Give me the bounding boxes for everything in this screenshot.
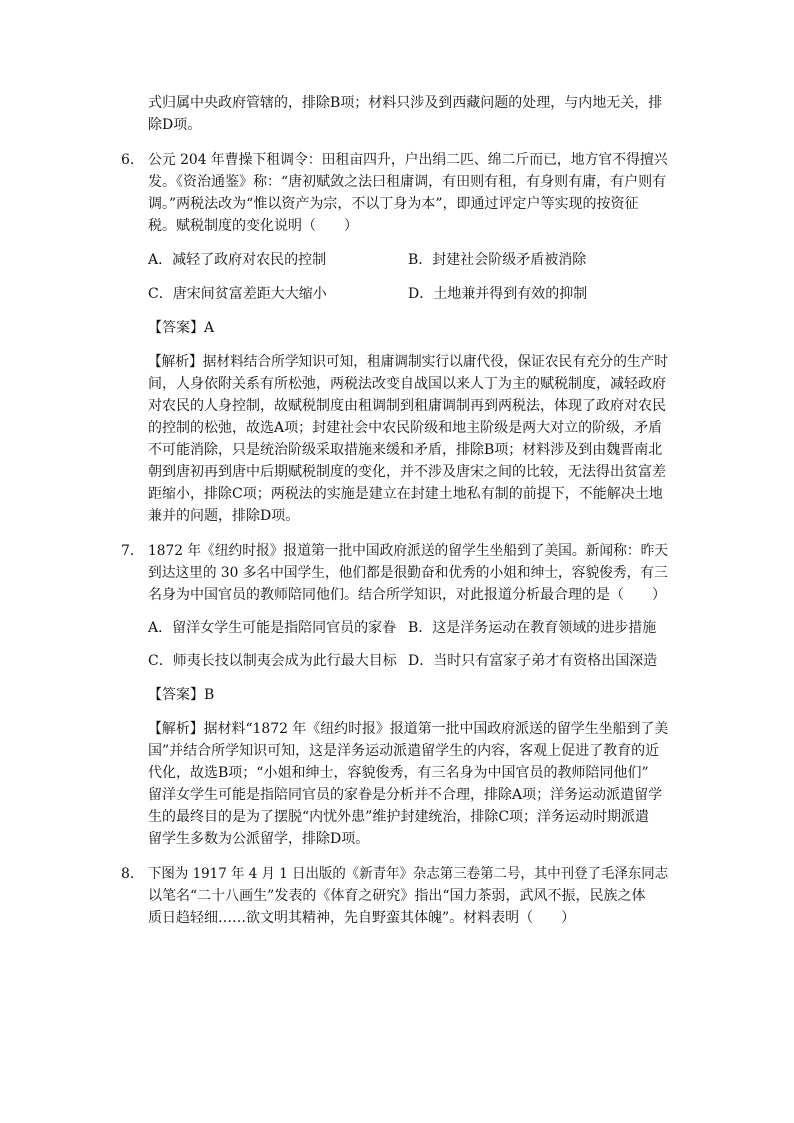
question-stem-line: 1872 年《纽约时报》报道第一批中国政府派送的留学生坐船到了美国。新闻称：昨天 [148, 543, 669, 559]
analysis-line: 生的最终目的是为了摆脱“内忧外患”维护封建统治，排除C项；洋务运动时期派遣 [148, 809, 650, 825]
analysis-line: 兼并的问题，排除D项。 [148, 508, 300, 524]
option-c: C．唐宋间贫富差距大大缩小 [148, 286, 327, 302]
analysis-line: 【解析】据材料结合所学知识可知，租庸调制实行以庸代役，保证农民有充分的生产时 [148, 354, 668, 370]
question-number: 8． [121, 866, 144, 882]
answer-label: 【答案】A [148, 320, 215, 336]
analysis-line: 代化，故选B项；“小姐和绅士，容貌俊秀，有三名身为中国官员的教师陪同他们” [148, 765, 649, 781]
answer-label: 【答案】B [148, 687, 215, 703]
question-stem-line: 发。《资治通鉴》称：“唐初赋敛之法曰租庸调，有田则有租，有身则有庸，有户则有 [148, 174, 667, 190]
analysis-line: 距缩小，排除C项；两税法的实施是建立在封建土地私有制的前提下，不能解决土地 [148, 486, 663, 502]
analysis-line: 【解析】据材料“1872 年《纽约时报》报道第一批中国政府派送的留学生坐船到了美 [148, 721, 669, 737]
question-stem-line: 公元 204 年曹操下租调令：田租亩四升，户出绢二匹、绵二斤而已，地方官不得擅兴 [148, 152, 668, 168]
question-stem-line: 调。”两税法改为“惟以资产为宗，不以丁身为本”，即通过评定户等实现的按资征 [148, 196, 639, 212]
question-stem-line: 到达这里的 30 多名中国学生，他们都是很勤奋和优秀的小姐和绅士，容貌俊秀，有三 [148, 565, 668, 581]
analysis-line: 留学生多数为公派留学，排除D项。 [148, 831, 370, 847]
intro-line: 除D项。 [148, 117, 202, 133]
question-stem-line: 质日趋轻细……欲文明其精神，先自野蛮其体魄”。材料表明（ ） [148, 910, 576, 926]
intro-line: 式归属中央政府管辖的，排除B项；材料只涉及到西藏问题的处理，与内地无关，排 [148, 95, 663, 111]
option-c: C．师夷长技以制夷会成为此行最大目标 [148, 653, 397, 669]
question-stem-line: 以笔名“二十八画生”发表的《体育之研究》指出“国力茶弱，武风不振，民族之体 [148, 888, 646, 904]
option-a: A．留洋女学生可能是指陪同官员的家眷 [148, 620, 397, 636]
analysis-line: 对农民的人身控制，故赋税制度由租调制到租庸调制再到两税法，体现了政府对农民 [148, 398, 666, 414]
analysis-line: 间，人身依附关系有所松弛，两税法改变自战国以来人丁为主的赋税制度，减轻政府 [148, 376, 666, 392]
analysis-line: 留洋女学生可能是指陪同官员的家眷是分析并不合理，排除A项；洋务运动派遣留学 [148, 787, 663, 803]
question-stem-line: 下图为 1917 年 4 月 1 日出版的《新青年》杂志第三卷第二号，其中刊登了毛泽东同志 [148, 866, 669, 882]
option-b: B．封建社会阶级矛盾被消除 [408, 252, 587, 268]
analysis-line: 不可能消除，只是统治阶级采取措施来缓和矛盾，排除B项；材料涉及到由魏晋南北 [148, 442, 663, 458]
option-d: D．土地兼并得到有效的抑制 [408, 286, 588, 302]
analysis-line: 的控制的松弛，故选A项；封建社会中农民阶级和地主阶级是两大对立的阶级，矛盾 [148, 420, 663, 436]
option-a: A．减轻了政府对农民的控制 [148, 252, 327, 268]
analysis-line: 朝到唐初再到唐中后期赋税制度的变化，并不涉及唐宋之间的比较，无法得出贫富差 [148, 464, 666, 480]
analysis-line: 国”并结合所学知识可知，这是洋务运动派遣留学生的内容，客观上促进了教育的近 [148, 743, 660, 759]
question-stem-line: 税。赋税制度的变化说明（ ） [148, 218, 358, 234]
option-b: B．这是洋务运动在教育领域的进步措施 [408, 620, 657, 636]
question-stem-line: 名身为中国官员的教师陪同他们。结合所学知识，对此报道分析最合理的是（ ） [148, 587, 666, 603]
question-number: 6． [121, 152, 144, 168]
question-number: 7． [121, 543, 144, 559]
option-d: D．当时只有富家子弟才有资格出国深造 [408, 653, 658, 669]
